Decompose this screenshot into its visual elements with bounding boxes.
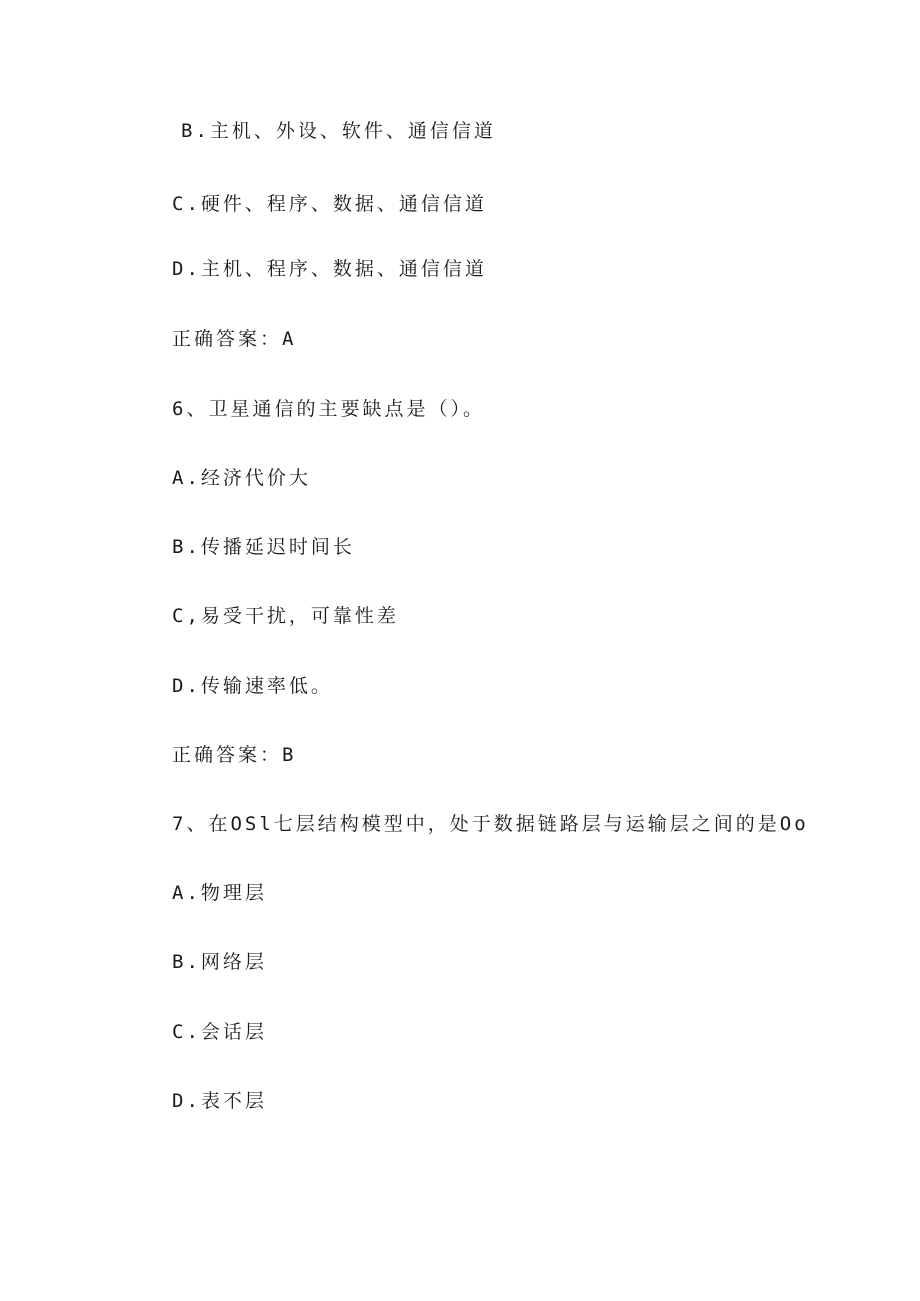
option-5b: B.主机、外设、软件、通信信道	[181, 120, 496, 142]
option-6c: C,易受干扰，可靠性差	[172, 605, 399, 627]
question-7: 7、在OSl七层结构模型中，处于数据链路层与运输层之间的是Oo	[172, 813, 809, 835]
option-6d: D.传输速率低。	[172, 675, 333, 697]
answer-6: 正确答案：B	[172, 744, 297, 766]
option-7b: B.网络层	[172, 951, 267, 973]
option-5c: C.硬件、程序、数据、通信信道	[172, 193, 487, 215]
option-5d: D.主机、程序、数据、通信信道	[172, 258, 487, 280]
option-7c: C.会话层	[172, 1021, 267, 1043]
answer-5: 正确答案：A	[172, 328, 297, 350]
option-6a: A.经济代价大	[172, 467, 311, 489]
option-7d: D.表不层	[172, 1090, 267, 1112]
option-6b: B.传播延迟时间长	[172, 536, 355, 558]
question-6: 6、卫星通信的主要缺点是（）。	[172, 398, 485, 420]
option-7a: A.物理层	[172, 882, 267, 904]
